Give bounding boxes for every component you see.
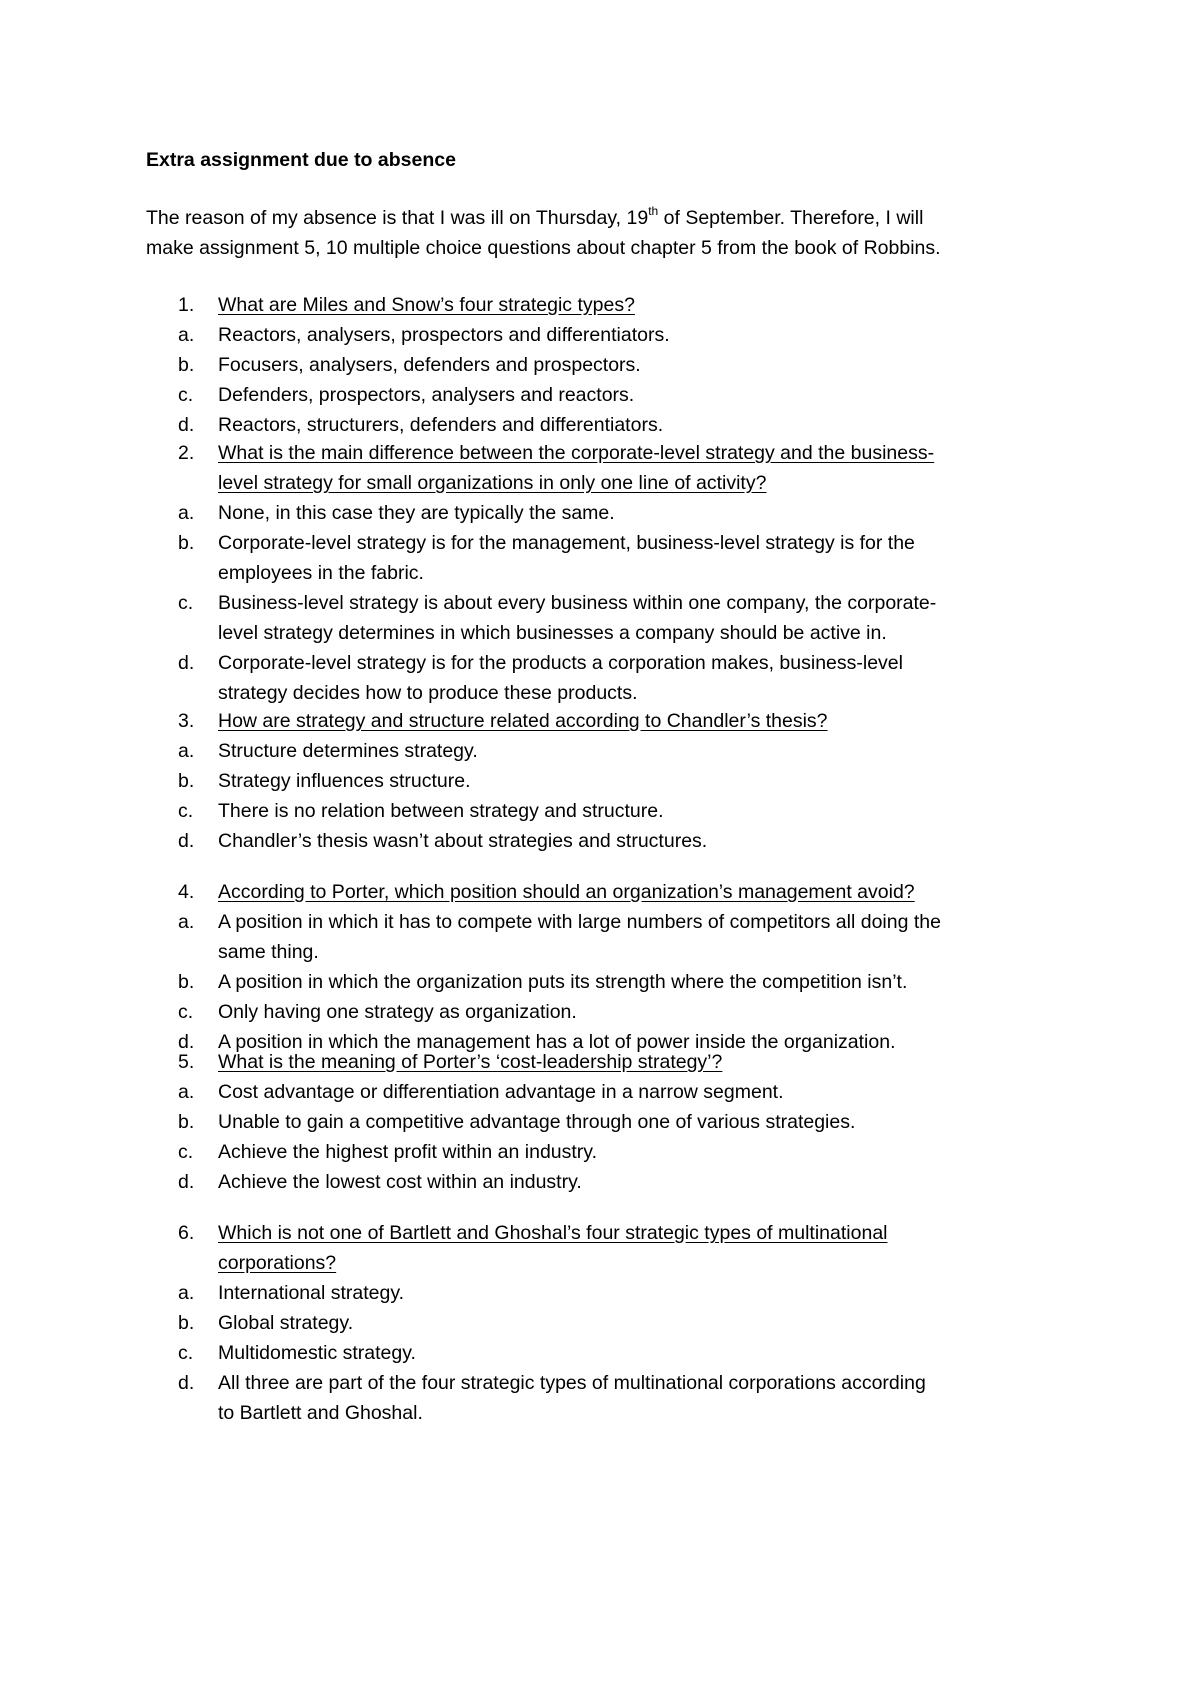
intro-line-1-start: The reason of my absence is that I was ill on Thursday, 19 (146, 207, 649, 229)
question-number: 6. (178, 1222, 195, 1244)
option-letter: d. (178, 652, 195, 674)
answer-option-line (178, 1167, 1078, 1197)
question-block (178, 1218, 1078, 1428)
question-line (178, 438, 1078, 468)
question-text: According to Porter, which position should an organization’s management avoid? (218, 881, 915, 903)
option-letter: c. (178, 1342, 194, 1364)
answer-option-line (178, 766, 1078, 796)
question-block (178, 290, 1078, 440)
option-text: Unable to gain a competitive advantage through one of various strategies. (218, 1111, 856, 1133)
option-letter: c. (178, 1141, 194, 1163)
option-text: same thing. (218, 941, 319, 963)
answer-option-line (178, 380, 1078, 410)
answer-option-line (178, 1077, 1078, 1107)
question-block (178, 438, 1078, 708)
option-text: A position in which it has to compete with large numbers of competitors all doing the (218, 911, 941, 933)
question-block (178, 1047, 1078, 1197)
option-text: Reactors, structurers, defenders and differentiators. (218, 414, 664, 436)
option-text: Global strategy. (218, 1312, 354, 1334)
answer-option-line (178, 1107, 1078, 1137)
option-text: Strategy influences structure. (218, 770, 471, 792)
option-letter: c. (178, 384, 194, 406)
option-text: Structure determines strategy. (218, 740, 478, 762)
option-text: Corporate-level strategy is for the products a corporation makes, business-level (218, 652, 903, 674)
option-letter: a. (178, 1081, 195, 1103)
option-letter: c. (178, 800, 194, 822)
answer-option-line (178, 320, 1078, 350)
option-text: Business-level strategy is about every business within one company, the corporate- (218, 592, 937, 614)
option-letter: a. (178, 502, 195, 524)
option-text: Reactors, analysers, prospectors and differentiators. (218, 324, 670, 346)
option-text: Corporate-level strategy is for the management, business-level strategy is for the (218, 532, 915, 554)
option-text: A position in which the organization puts its strength where the competition isn’t. (218, 971, 908, 993)
answer-option-line (178, 648, 1078, 678)
intro-line-1 (146, 203, 1076, 233)
option-letter: a. (178, 1282, 195, 1304)
question-number: 3. (178, 710, 195, 732)
answer-option-line (178, 937, 1078, 967)
question-text: What is the main difference between the corporate-level strategy and the business- (218, 442, 935, 464)
intro-line-1-end: of September. Therefore, I will (658, 207, 924, 229)
question-line (178, 877, 1078, 907)
option-text: to Bartlett and Ghoshal. (218, 1402, 423, 1424)
option-text: Focusers, analysers, defenders and prospectors. (218, 354, 641, 376)
question-block (178, 877, 1078, 1057)
option-text: A position in which the management has a lot of power inside the organization. (218, 1031, 896, 1053)
question-number: 4. (178, 881, 195, 903)
option-letter: b. (178, 971, 195, 993)
answer-option-line (178, 1338, 1078, 1368)
option-text: Only having one strategy as organization. (218, 1001, 577, 1023)
question-number: 5. (178, 1051, 195, 1073)
option-letter: a. (178, 324, 195, 346)
answer-option-line (178, 826, 1078, 856)
answer-option-line (178, 796, 1078, 826)
question-line (178, 1218, 1078, 1248)
option-letter: d. (178, 1171, 195, 1193)
option-text: All three are part of the four strategic types of multinational corporations according (218, 1372, 926, 1394)
question-line (178, 1047, 1078, 1077)
option-text: strategy decides how to produce these products. (218, 682, 638, 704)
question-block (178, 706, 1078, 856)
option-text: Achieve the lowest cost within an industry. (218, 1171, 582, 1193)
answer-option-line (178, 410, 1078, 440)
option-letter: a. (178, 740, 195, 762)
question-text: level strategy for small organizations in only one line of activity? (218, 472, 767, 494)
question-line (178, 1248, 1078, 1278)
option-letter: c. (178, 1001, 194, 1023)
option-letter: b. (178, 770, 195, 792)
option-text: Defenders, prospectors, analysers and reactors. (218, 384, 635, 406)
document-title: Extra assignment due to absence (146, 149, 456, 171)
answer-option-line (178, 588, 1078, 618)
option-letter: b. (178, 532, 195, 554)
answer-option-line (178, 1308, 1078, 1338)
question-text: How are strategy and structure related according to Chandler’s thesis? (218, 710, 828, 732)
answer-option-line (178, 498, 1078, 528)
option-text: Achieve the highest profit within an industry. (218, 1141, 598, 1163)
answer-option-line (178, 558, 1078, 588)
answer-option-line (178, 967, 1078, 997)
question-number: 1. (178, 294, 195, 316)
answer-option-line (178, 678, 1078, 708)
question-line (178, 290, 1078, 320)
option-letter: d. (178, 414, 195, 436)
option-letter: a. (178, 911, 195, 933)
question-text: corporations? (218, 1252, 337, 1274)
question-text: What is the meaning of Porter’s ‘cost-leadership strategy’? (218, 1051, 723, 1073)
answer-option-line (178, 997, 1078, 1027)
option-text: International strategy. (218, 1282, 405, 1304)
option-letter: d. (178, 1031, 195, 1053)
option-text: There is no relation between strategy and structure. (218, 800, 664, 822)
intro-line-2: make assignment 5, 10 multiple choice questions about chapter 5 from the book of Robbins. (146, 237, 941, 259)
option-letter: b. (178, 1111, 195, 1133)
answer-option-line (178, 528, 1078, 558)
option-letter: b. (178, 1312, 195, 1334)
option-letter: b. (178, 354, 195, 376)
option-text: Multidomestic strategy. (218, 1342, 416, 1364)
intro-paragraph (146, 203, 1076, 263)
answer-option-line (178, 736, 1078, 766)
question-text: Which is not one of Bartlett and Ghoshal’s four strategic types of multinational (218, 1222, 888, 1244)
option-text: level strategy determines in which businesses a company should be active in. (218, 622, 887, 644)
answer-option-line (178, 1137, 1078, 1167)
option-text: employees in the fabric. (218, 562, 424, 584)
answer-option-line (178, 350, 1078, 380)
option-letter: d. (178, 830, 195, 852)
question-line (178, 468, 1078, 498)
question-number: 2. (178, 442, 195, 464)
answer-option-line (178, 618, 1078, 648)
option-letter: d. (178, 1372, 195, 1394)
option-text: Chandler’s thesis wasn’t about strategies and structures. (218, 830, 708, 852)
option-letter: c. (178, 592, 194, 614)
question-text: What are Miles and Snow’s four strategic types? (218, 294, 635, 316)
answer-option-line (178, 1398, 1078, 1428)
option-text: Cost advantage or differentiation advantage in a narrow segment. (218, 1081, 784, 1103)
answer-option-line (178, 907, 1078, 937)
ordinal-superscript: th (648, 204, 659, 218)
question-line (178, 706, 1078, 736)
option-text: None, in this case they are typically the same. (218, 502, 615, 524)
answer-option-line (178, 1278, 1078, 1308)
answer-option-line (178, 1368, 1078, 1398)
